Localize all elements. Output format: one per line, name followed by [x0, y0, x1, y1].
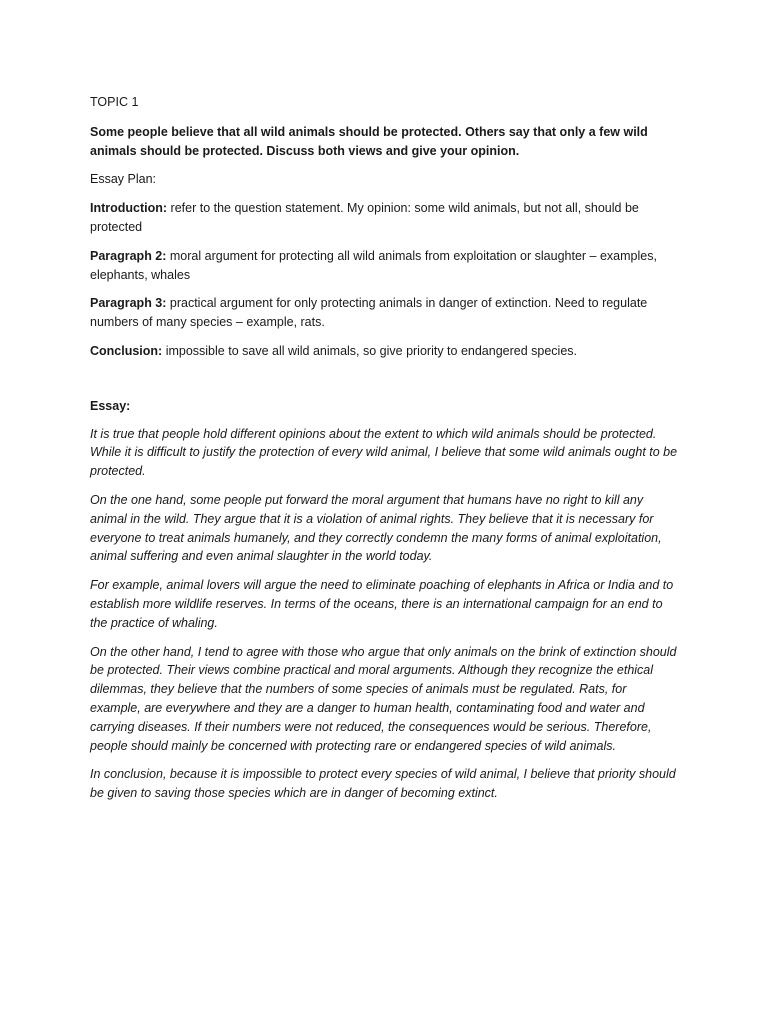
plan-item-conclusion	[90, 342, 680, 361]
plan-item-label: Paragraph 2:	[90, 248, 167, 263]
plan-item-paragraph-2	[90, 247, 680, 285]
plan-item-text: refer to the question statement. My opinion: some wild animals, but not all, should be protected	[90, 201, 639, 234]
topic-title: TOPIC 1	[90, 95, 139, 109]
plan-item-label: Introduction:	[90, 201, 168, 216]
plan-item-text: moral argument for protecting all wild animals from exploitation or slaughter – examples, elephants, whales	[90, 248, 657, 282]
essay-question: Some people believe that all wild animals should be protected. Others say that only a few wild animals should be protected. Discuss both views and give your opinion.	[90, 124, 648, 158]
essay-heading: Essay:	[90, 398, 131, 413]
plan-item-label: Conclusion:	[90, 343, 163, 358]
essay-paragraph-introduction: It is true that people hold different opinions about the extent to which wild animals should be protected. While it is difficult to justify the protection of every wild animal, I believe that some wild animals ought to be protected.	[90, 426, 678, 479]
essay-paragraph-moral-argument: On the one hand, some people put forward the moral argument that humans have no right to kill any animal in the wild. They argue that it is a violation of animal rights. They believe that it is necessary for everyone to treat animals humanely, and they correctly condemn the many forms of animal exploitation, animal suffering and even animal slaughter in the world today.	[90, 492, 662, 564]
essay-paragraph-examples: For example, animal lovers will argue the need to eliminate poaching of elephants in Africa or India and to establish more wildlife reserves. In terms of the oceans, there is an international campaign for an end to the practice of whaling.	[90, 578, 674, 630]
essay-paragraph-practical-argument: On the other hand, I tend to agree with those who argue that only animals on the brink of extinction should be protected. Their views combine practical and moral arguments. Although they recognize the ethical dilemmas, they believe that the numbers of some species of animals must be regulated. Rats, for example, are everywhere and they are a danger to human health, contaminating food and water and carrying diseases. If their numbers were not reduced, the consequences would be serious. Therefore, people should mainly be concerned with protecting rare or endangered species of wild animals.	[90, 644, 677, 753]
essay-paragraph-conclusion: In conclusion, because it is impossible to protect every species of wild animal, I believe that priority should be given to saving those species which are in danger of becoming extinct.	[90, 767, 676, 801]
plan-item-text: impossible to save all wild animals, so give priority to endangered species.	[162, 343, 578, 358]
essay-plan-heading: Essay Plan:	[90, 172, 157, 187]
plan-item-introduction	[90, 199, 680, 237]
plan-item-label: Paragraph 3:	[90, 296, 167, 311]
document-page	[90, 93, 680, 813]
plan-item-paragraph-3	[90, 294, 680, 332]
plan-item-text: practical argument for only protecting animals in danger of extinction. Need to regulate numbers of many species – example, rats.	[90, 296, 648, 330]
